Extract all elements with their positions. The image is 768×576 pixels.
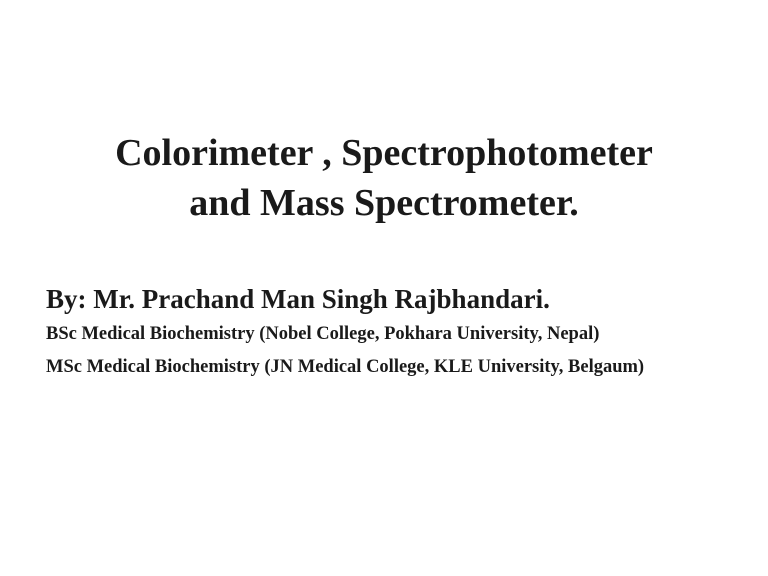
title-line-2: and Mass Spectrometer. bbox=[189, 182, 579, 224]
slide-title bbox=[0, 128, 768, 228]
author-byline: By: Mr. Prachand Man Singh Rajbhandari. bbox=[46, 284, 550, 314]
title-line-1: Colorimeter , Spectrophotometer bbox=[115, 132, 653, 174]
qualification-msc: MSc Medical Biochemistry (JN Medical College, KLE University, Belgaum) bbox=[46, 357, 645, 377]
qualification-bsc: BSc Medical Biochemistry (Nobel College, Pokhara University, Nepal) bbox=[46, 324, 600, 344]
